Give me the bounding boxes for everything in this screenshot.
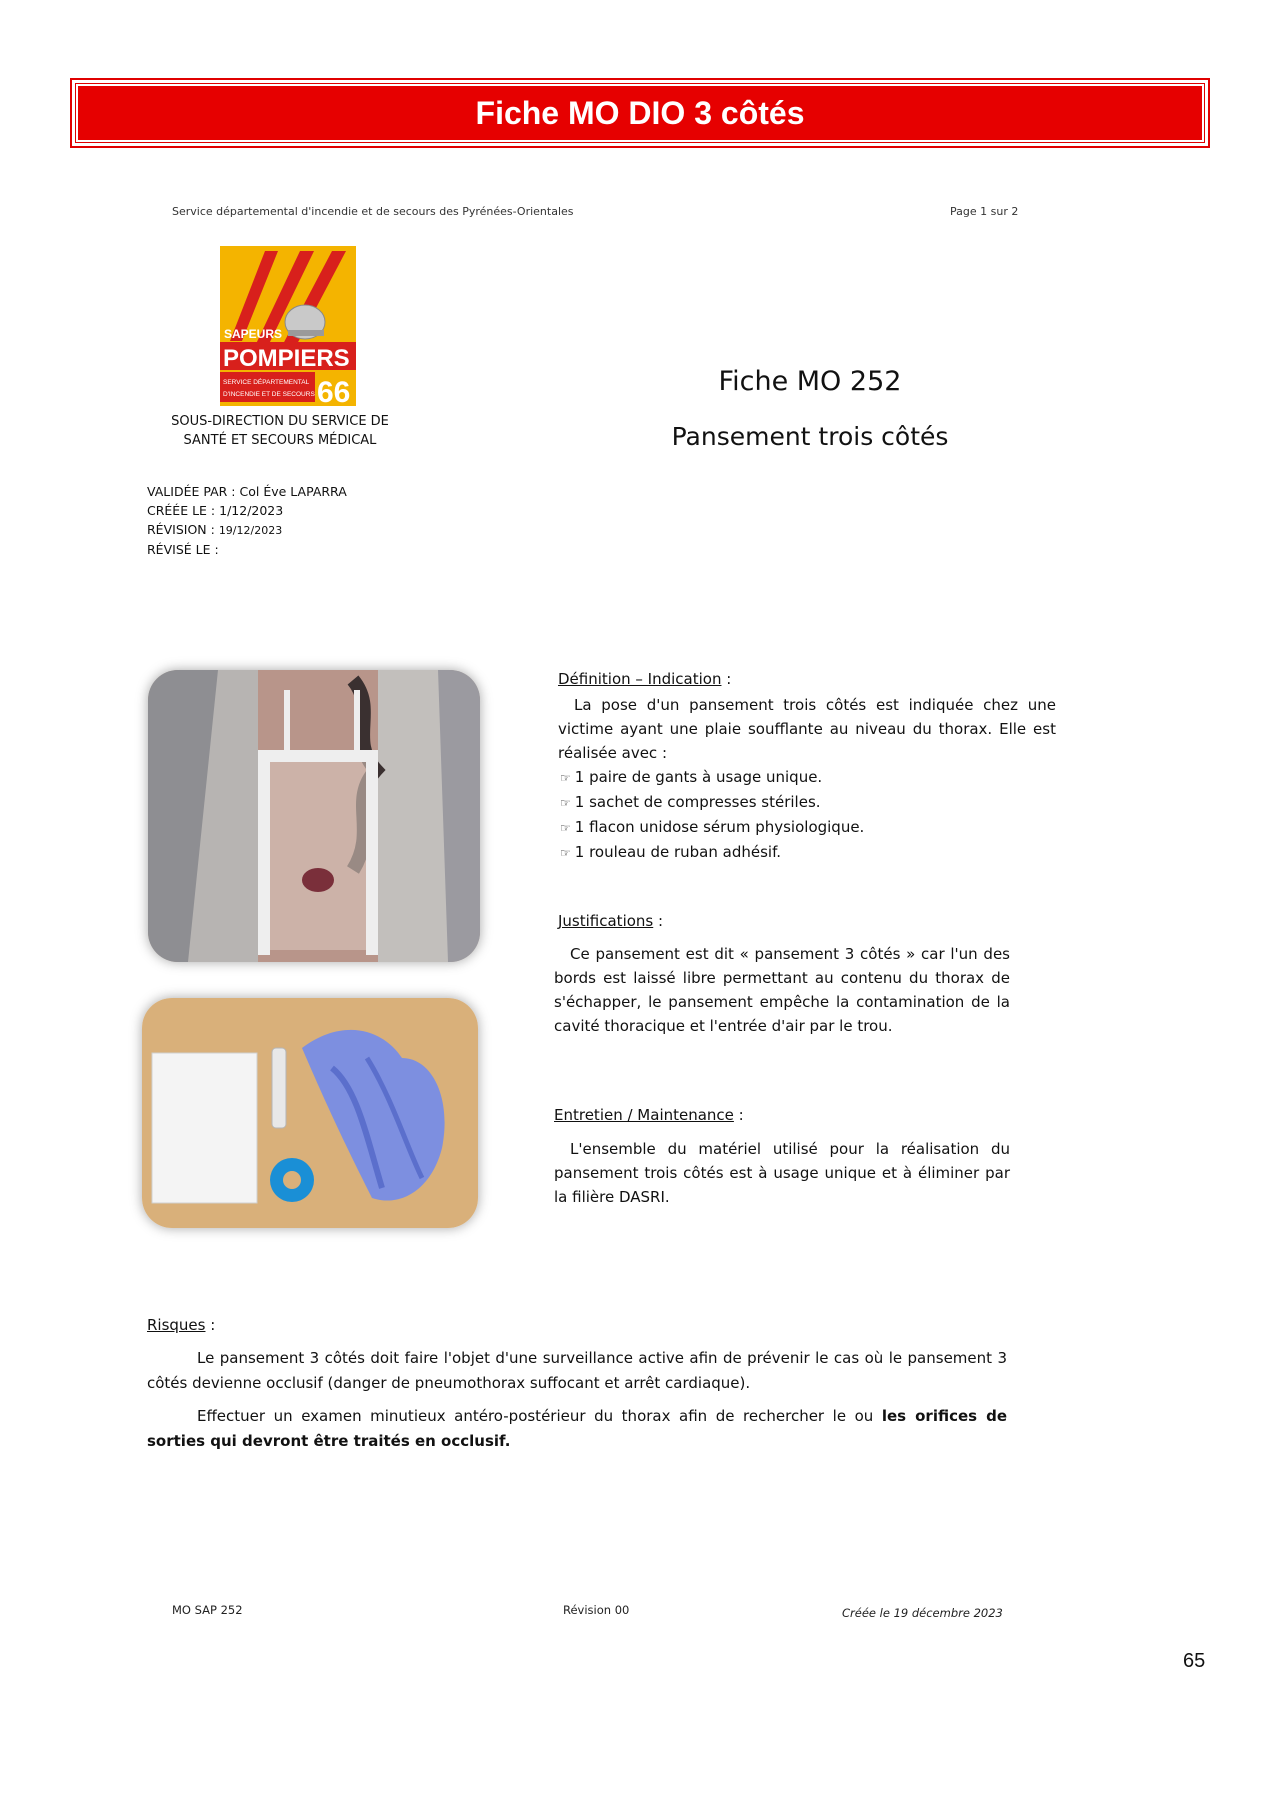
header-service: Service départemental d'incendie et de secours des Pyrénées-Orientales (172, 205, 574, 218)
fiche-title: Fiche MO 252 (718, 366, 902, 397)
logo-line3: SERVICE DÉPARTEMENTAL (223, 379, 310, 386)
justifications-heading (558, 912, 663, 930)
logo-line2: POMPIERS (223, 345, 350, 372)
list-item (560, 765, 864, 790)
header-page-info: Page 1 sur 2 (950, 205, 1019, 218)
list-item (560, 840, 864, 865)
footer-left: MO SAP 252 (172, 1603, 243, 1617)
risques-paragraph-2 (147, 1404, 1007, 1454)
logo-graphic (220, 246, 356, 406)
entretien-body: L'ensemble du matériel utilisé pour la réalisation du pansement trois côtés est à usage unique et à éliminer par la filière DASRI. (554, 1140, 1010, 1206)
list-item-text: 1 rouleau de ruban adhésif. (574, 843, 782, 861)
justifications-text (554, 942, 1010, 1038)
materials-image (142, 998, 478, 1228)
footer-right: Créée le 19 décembre 2023 (842, 1606, 1003, 1620)
list-item-text: 1 paire de gants à usage unique. (574, 768, 823, 786)
sapeurs-pompiers-logo (220, 246, 356, 406)
entretien-heading-text: Entretien / Maintenance (554, 1106, 734, 1124)
meta-revision-value: 19/12/2023 (218, 524, 283, 537)
meta-validated-value: Col Éve LAPARRA (239, 484, 347, 499)
list-item (560, 815, 864, 840)
definition-heading-text: Définition – Indication (558, 670, 722, 688)
meta-created-label: CRÉÉE LE : (147, 503, 216, 518)
meta-validated (147, 482, 347, 501)
title-banner (70, 78, 1210, 148)
definition-text (558, 693, 1056, 765)
justifications-heading-suffix: : (653, 912, 664, 930)
justifications-heading-text: Justifications (558, 912, 654, 930)
banner-title: Fiche MO DIO 3 côtés (475, 94, 805, 131)
risques-para2-bold: les orifices de sorties qui devront être traités en occlusif. (147, 1407, 1007, 1450)
risques-heading-suffix: : (205, 1316, 216, 1334)
title-banner-inner (76, 84, 1204, 142)
risques-para2-plain: Effectuer un examen minutieux antéro-postérieur du thorax afin de rechercher le ou (197, 1407, 882, 1425)
subdirection-line1: SOUS-DIRECTION DU SERVICE DE (171, 414, 389, 429)
entretien-heading-suffix: : (733, 1106, 744, 1124)
chest-dressing-photo (148, 670, 480, 962)
logo-line1: SAPEURS (224, 327, 283, 341)
definition-heading (558, 670, 731, 688)
logo-line4: D'INCENDIE ET DE SECOURS (223, 391, 315, 398)
document-meta (147, 482, 347, 559)
meta-revision-label: RÉVISION : (147, 522, 215, 537)
list-item-text: 1 flacon unidose sérum physiologique. (574, 818, 865, 836)
risques-heading-text: Risques (147, 1316, 206, 1334)
subdirection (150, 412, 410, 450)
materials-photo (142, 998, 478, 1228)
list-item (560, 790, 864, 815)
meta-revised (147, 540, 347, 559)
meta-validated-label: VALIDÉE PAR : (147, 484, 236, 499)
meta-created-value: 1/12/2023 (219, 503, 284, 518)
pointing-hand-icon: ☞ (560, 846, 571, 860)
materials-list (560, 765, 864, 865)
risques-paragraph-1 (147, 1346, 1007, 1396)
pointing-hand-icon: ☞ (560, 771, 571, 785)
chest-dressing-image (148, 670, 480, 962)
meta-revised-label: RÉVISÉ LE : (147, 542, 219, 557)
logo-number: 66 (317, 376, 351, 406)
meta-created (147, 501, 347, 520)
pointing-hand-icon: ☞ (560, 821, 571, 835)
page-number: 65 (1183, 1650, 1206, 1672)
risques-heading (147, 1316, 215, 1334)
definition-body: La pose d'un pansement trois côtés est indiquée chez une victime ayant une plaie soufflante au niveau du thorax. Elle est réalisée avec : (558, 696, 1056, 762)
footer-center: Révision 00 (563, 1603, 630, 1617)
justifications-body: Ce pansement est dit « pansement 3 côtés » car l'un des bords est laissé libre permettant au contenu du thorax de s'échapper, le pansement empêche la contamination de la cavité thoracique et l'entrée d'air par le trou. (554, 945, 1010, 1035)
entretien-text (554, 1137, 1010, 1209)
meta-revision (147, 520, 347, 540)
pointing-hand-icon: ☞ (560, 796, 571, 810)
fiche-subtitle: Pansement trois côtés (671, 422, 949, 451)
entretien-heading (554, 1106, 744, 1124)
risques-para1: Le pansement 3 côtés doit faire l'objet d'une surveillance active afin de prévenir le cas où le pansement 3 côtés devienne occlusif (danger de pneumothorax suffocant et arrêt cardiaque). (147, 1349, 1007, 1392)
list-item-text: 1 sachet de compresses stériles. (574, 793, 821, 811)
definition-heading-suffix: : (721, 670, 732, 688)
subdirection-line2: SANTÉ ET SECOURS MÉDICAL (183, 433, 377, 448)
